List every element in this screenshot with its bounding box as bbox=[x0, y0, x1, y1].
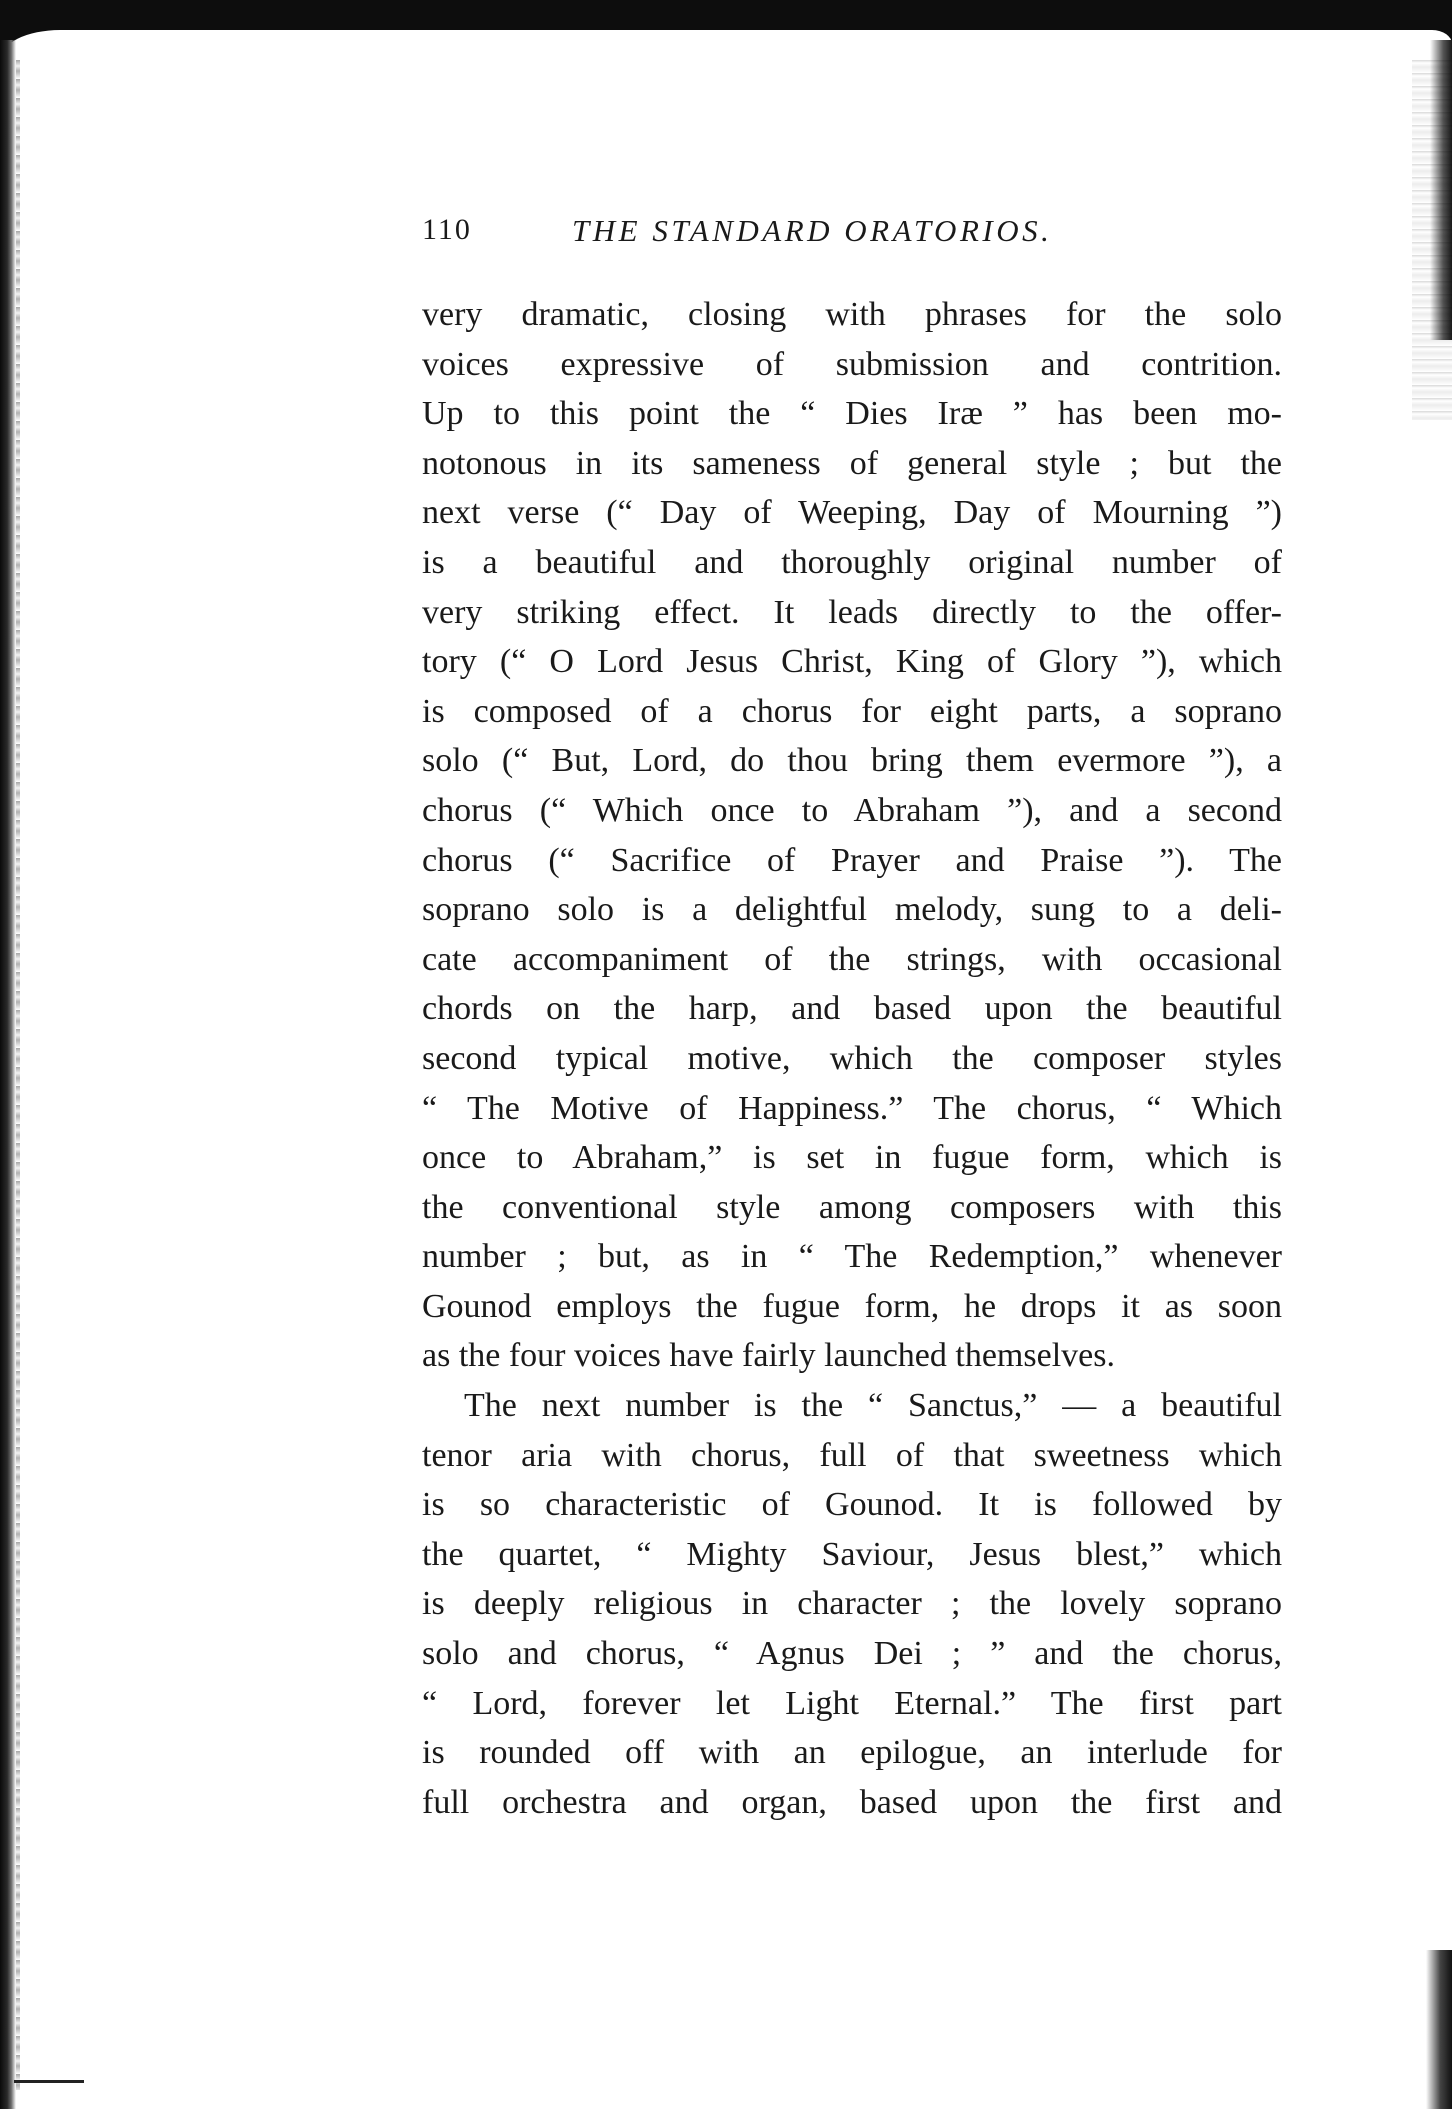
text-line: solo and chorus, “ Agnus Dei ; ” and the chorus, bbox=[422, 1635, 1282, 1673]
text-line: “ The Motive of Happiness.” The chorus, “ Which bbox=[422, 1089, 1282, 1127]
running-title: THE STANDARD ORATORIOS. bbox=[572, 213, 1053, 248]
text-line: chords on the harp, and based upon the beautiful bbox=[422, 990, 1282, 1028]
scan-right-border-bottom bbox=[1426, 1950, 1452, 2109]
text-line: very striking effect. It leads directly to the offer- bbox=[422, 593, 1282, 631]
text-line: the conventional style among composers with this bbox=[422, 1188, 1282, 1226]
scan-right-speckle bbox=[1412, 60, 1452, 420]
text-line: second typical motive, which the composer styles bbox=[422, 1039, 1282, 1077]
text-line: next verse (“ Day of Weeping, Day of Mourning ”) bbox=[422, 494, 1282, 532]
text-line: tenor aria with chorus, full of that sweetness which bbox=[422, 1436, 1282, 1474]
text-line: notonous in its sameness of general style ; but the bbox=[422, 444, 1282, 482]
text-line: solo (“ But, Lord, do thou bring them evermore ”), a bbox=[422, 742, 1282, 780]
scan-left-border bbox=[0, 40, 16, 2109]
text-line: once to Abraham,” is set in fugue form, which is bbox=[422, 1139, 1282, 1177]
page-number: 110 bbox=[422, 213, 472, 246]
text-line: as the four voices have fairly launched themselves. bbox=[422, 1337, 1115, 1375]
text-line: is so characteristic of Gounod. It is followed by bbox=[422, 1486, 1282, 1524]
text-line: Gounod employs the fugue form, he drops it as soon bbox=[422, 1287, 1282, 1325]
text-line: the quartet, “ Mighty Saviour, Jesus blest,” which bbox=[422, 1535, 1282, 1573]
body-text bbox=[422, 290, 1282, 1827]
scan-bottom-mark bbox=[14, 2080, 84, 2083]
text-line: is rounded off with an epilogue, an interlude for bbox=[422, 1734, 1282, 1772]
text-line: Up to this point the “ Dies Iræ ” has been mo- bbox=[422, 395, 1282, 433]
text-line: cate accompaniment of the strings, with occasional bbox=[422, 940, 1282, 978]
text-line: voices expressive of submission and contrition. bbox=[422, 345, 1282, 383]
paragraph bbox=[422, 1381, 1282, 1827]
text-line: is deeply religious in character ; the lovely soprano bbox=[422, 1585, 1282, 1623]
text-line: is a beautiful and thoroughly original number of bbox=[422, 543, 1282, 581]
text-line: chorus (“ Which once to Abraham ”), and a second bbox=[422, 791, 1282, 829]
page-top-edge bbox=[0, 30, 1452, 70]
text-line: very dramatic, closing with phrases for the solo bbox=[422, 296, 1282, 333]
text-line: “ Lord, forever let Light Eternal.” The first part bbox=[422, 1684, 1282, 1722]
scan-left-gutter bbox=[16, 60, 20, 2090]
text-line: The next number is the “ Sanctus,” — a beautiful bbox=[464, 1387, 1282, 1425]
text-line: is composed of a chorus for eight parts, a soprano bbox=[422, 692, 1282, 730]
text-line: full orchestra and organ, based upon the first and bbox=[422, 1783, 1282, 1821]
text-line: soprano solo is a delightful melody, sung to a deli- bbox=[422, 891, 1282, 929]
text-line: number ; but, as in “ The Redemption,” whenever bbox=[422, 1238, 1282, 1276]
text-line: chorus (“ Sacrifice of Prayer and Praise ”). The bbox=[422, 841, 1282, 879]
text-line: tory (“ O Lord Jesus Christ, King of Glory ”), which bbox=[422, 643, 1282, 681]
paragraph bbox=[422, 290, 1282, 1381]
running-head bbox=[422, 213, 1282, 253]
